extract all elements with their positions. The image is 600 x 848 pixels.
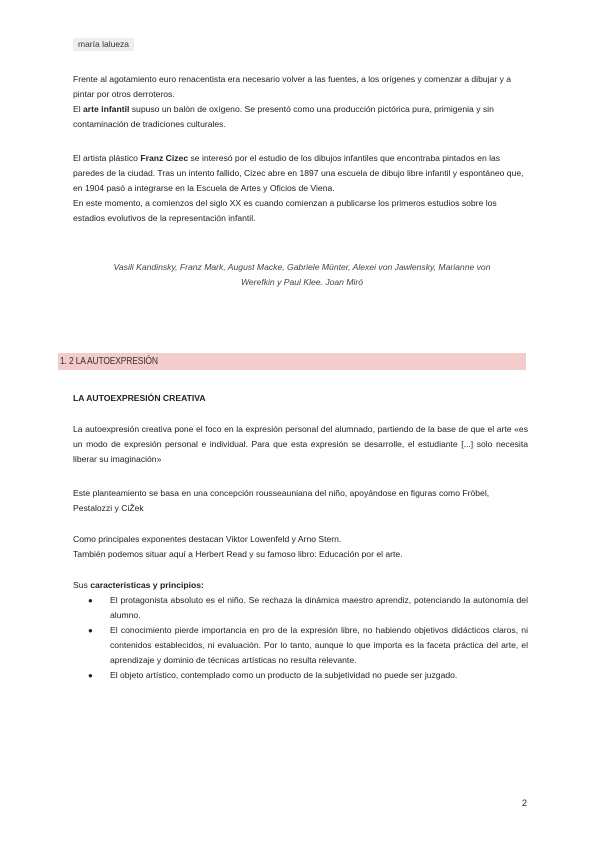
list-item	[73, 593, 528, 623]
section-paragraph-2: Este planteamiento se basa en una concepción rousseauniana del niño, apoyándose en figuras como Fröbel, Pestalozzi y CiŽek	[73, 488, 490, 513]
cizec-block	[73, 151, 531, 226]
bullet-icon: ●	[88, 626, 93, 635]
intro-paragraph-3	[73, 151, 531, 196]
author-tag: maría lalueza	[73, 38, 134, 51]
text-run: Sus	[73, 580, 91, 590]
section-paragraph-1: La autoexpresión creativa pone el foco en la expresión personal del alumnado, partiendo de la base de que el arte «es un modo de expresión personal e individual. Para que esta expresión se desarrolle, el estudiante [...] solo necesita liberar su imaginación»	[73, 424, 528, 464]
section-paragraph-block-1	[73, 422, 528, 467]
section-paragraph-4: También podemos situar aquí a Herbert Read y su famoso libro: Educación por el arte.	[73, 549, 403, 559]
text-run: supuso un balón de oxígeno. Se presentó como una producción pictórica pura, primigenia y sin contaminación de tradiciones culturales.	[73, 104, 494, 129]
list-item-text: El protagonista absoluto es el niño. Se rechaza la dinámica maestro aprendiz, potenciando la autonomía del alumno.	[110, 595, 528, 620]
list-item	[73, 623, 528, 668]
section-paragraph-block-2	[73, 486, 528, 516]
section-paragraph-block-3	[73, 532, 531, 562]
section-subheading-block	[73, 391, 531, 406]
section-title: 1. 2 LA AUTOEXPRESIÓN	[60, 356, 158, 367]
artists-list	[66, 260, 538, 290]
artists-line-2: Werefkin y Paul Klee. Joan Miró	[240, 277, 364, 287]
bold-term: Franz Cizec	[140, 153, 189, 163]
bold-term: características y principios:	[90, 580, 204, 590]
artists-line-1: Vasili Kandinsky, Franz Mark, August Macke, Gabriele Münter, Alexei von Jawlensky, Marianne von	[113, 262, 491, 272]
section-paragraph-3: Como principales exponentes destacan Viktor Lowenfeld y Arno Stern.	[73, 534, 342, 544]
principles-list	[73, 593, 528, 683]
principles-lead	[73, 578, 528, 593]
text-run: se interesó por el estudio de los dibujos infantiles que encontraba pintados en las paredes de la ciudad. Tras un intento fallido, Cizec abre en 1897 una escuela de dibujo libre infantil y espontáneo que, en 1904 pasó a integrarse en la Escuela de Artes y Oficios de Viena.	[73, 153, 524, 193]
list-item	[73, 668, 528, 683]
text-run: El artista plástico	[73, 153, 141, 163]
intro-paragraph-2	[73, 102, 531, 132]
bold-term: arte infantil	[83, 104, 130, 114]
bullet-icon: ●	[88, 596, 93, 605]
bullet-icon: ●	[88, 671, 93, 680]
list-item-text: El objeto artístico, contemplado como un producto de la subjetividad no puede ser juzgado.	[110, 670, 458, 680]
principles-block	[73, 578, 528, 683]
intro-paragraph-4: En este momento, a comienzos del siglo XX es cuando comienzan a publicarse los primeros estudios sobre los estadios evolutivos de la representación infantil.	[73, 198, 497, 223]
list-item-text: El conocimiento pierde importancia en pro de la expresión libre, no habiendo objetivos didácticos claros, ni contenidos establecidos, ni evaluación. Por lo tanto, aunque lo que importa es la faceta práctica del arte, el aprendizaje y dominio de técnicas artísticas no resulta relevante.	[110, 625, 528, 665]
section-subheading: LA AUTOEXPRESIÓN CREATIVA	[73, 393, 206, 403]
text-run: El	[73, 104, 84, 114]
intro-block	[73, 72, 531, 132]
page-number: 2	[522, 798, 528, 808]
intro-paragraph-1: Frente al agotamiento euro renacentista era necesario volver a las fuentes, a los orígenes y comenzar a dibujar y a pintar por otros derroteros.	[73, 74, 512, 99]
